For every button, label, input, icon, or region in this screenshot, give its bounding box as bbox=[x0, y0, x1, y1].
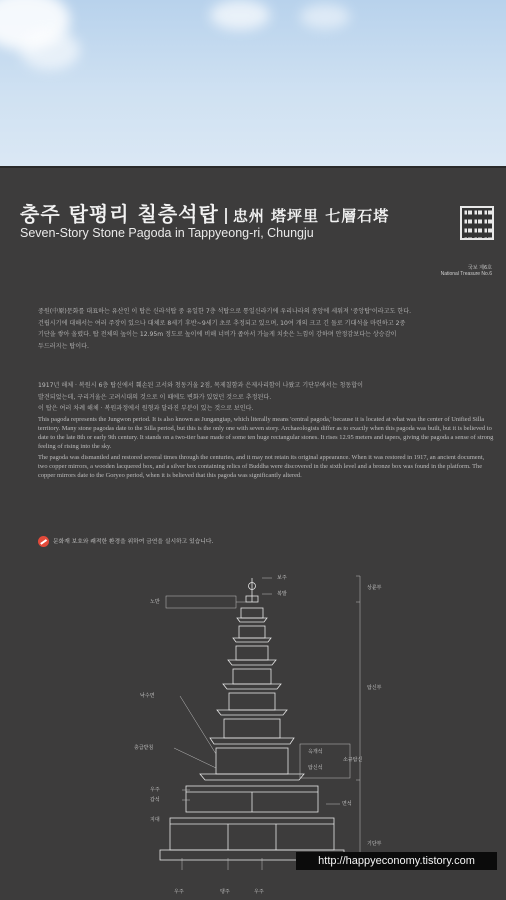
body-5 bbox=[229, 693, 275, 710]
cloud bbox=[20, 30, 80, 70]
treasure-number-korean: 국보 제6호 bbox=[467, 265, 492, 271]
korean-description-paragraph-1 bbox=[38, 306, 494, 352]
qr-code-pattern bbox=[462, 208, 492, 238]
korean-text-line: 기단을 쌓아 올렸다. 탑 전체의 높이는 12.95m 정도로 높이에 비해 너비가 좁아서 가늘게 치솟은 느낌이 강하며 안정감보다는 상승감이 bbox=[38, 331, 397, 338]
title-separator bbox=[225, 208, 227, 224]
cloud bbox=[210, 0, 270, 30]
label-na-su-gyeon: 낙수면 bbox=[140, 693, 155, 699]
cloud bbox=[300, 4, 350, 29]
label-gidanbu: 기단부 bbox=[367, 841, 382, 847]
qr-code bbox=[460, 206, 494, 240]
label-bo-ju: 보주 bbox=[277, 575, 287, 581]
english-description-paragraph-2: The pagoda was dismantled and restored several times through the centuries, and it may not retain its original appearance. When it was restored in 1917, an ancient document, two copper mirrors, a wooden lacquered box, and a silver box containing relics of Buddha were discovered in the sixth level and a bronze box was found in the platform. The copper mirrors date to the Goryeo period, when it is believed that this pagoda was significantly altered. bbox=[38, 454, 485, 479]
label-sangryunbu: 상륜부 bbox=[367, 585, 382, 591]
english-description-paragraph-1: This pagoda represents the Jungwon period. It is also known as Jungangtap, which literally means 'central pagoda,' because it is located at what was the center of Unified Silla territory. Many stone pagodas date to the Silla period, but this is the only one with seven story. Archaeologists differ as to exactly when this pagoda was built, but it is believed to date to the late 8th or early 9th century. It stands on a two-tier base made of some ten huge rectangular stones. It rises 12.95 meters and tapers, giving the pagoda a sense of strong feeling of rising into the sky. bbox=[38, 416, 494, 450]
roof-4 bbox=[223, 684, 281, 689]
korean-text-line: 이 탑은 여러 차례 해체 · 복원과정에서 원형과 달라진 부분이 있는 것으로 보인다. bbox=[38, 405, 254, 412]
roof-2 bbox=[233, 638, 271, 642]
label-chunggeo-batchim: 층급받침 bbox=[134, 745, 154, 751]
sign-title-english: Seven-Story Stone Pagoda in Tappyeong-ri, Chungju bbox=[20, 226, 314, 240]
information-sign-board bbox=[0, 166, 506, 900]
label-ok-se: 옥개석 bbox=[308, 749, 323, 755]
roof-label-box bbox=[166, 596, 236, 608]
body-1 bbox=[241, 608, 263, 618]
label-bottom-tang-ju: 탱주 bbox=[220, 889, 230, 895]
korean-text-line: 건립시기에 대해서는 여러 주장이 있으나 대체로 8세기 후반~9세기 초로 추정되고 있으며, 10여 개의 크고 긴 돌로 기대석을 마련하고 2중 bbox=[38, 319, 406, 327]
korean-text-line: 두드러지는 탑이다. bbox=[38, 342, 89, 350]
pagoda-diagram bbox=[0, 568, 506, 900]
label-sokyu-tapsin: 소규탑신 bbox=[343, 757, 363, 763]
title-korean-text: 충주 탑평리 칠층석탑 bbox=[20, 202, 219, 226]
korean-text-line: 발견되었는데, 구리거울은 고려시대의 것으로 이 때에도 변화가 있었던 것으로 추정된다. bbox=[38, 393, 272, 401]
label-bottom-u-ju-2: 우주 bbox=[254, 889, 264, 895]
body-2 bbox=[239, 626, 265, 638]
label-tap-sin: 탑신석 bbox=[308, 765, 323, 771]
body-4 bbox=[233, 669, 271, 684]
watermark-url: http://happyeconomy.tistory.com bbox=[296, 852, 497, 870]
pagoda-line-drawing bbox=[0, 568, 506, 900]
korean-text-line: 1917년 해체 · 복원시 6층 탑신에서 훼손된 고서와 청동거울 2점, 목제칠함과 은제사리함이 나왔고 기단부에서는 청동합이 bbox=[38, 382, 364, 389]
label-no-ban: 노반 bbox=[150, 599, 160, 605]
no-smoking-icon bbox=[38, 536, 49, 547]
roof-5 bbox=[217, 710, 287, 715]
korean-description-paragraph-2 bbox=[38, 380, 494, 415]
label-gap-seok: 갑석 bbox=[150, 797, 160, 803]
roof-7 bbox=[200, 774, 304, 780]
label-myeon-seok: 면석 bbox=[342, 801, 352, 807]
body-3 bbox=[236, 646, 268, 660]
roof-6 bbox=[210, 738, 294, 744]
sky-background bbox=[0, 0, 506, 168]
label-bottom-u-ju: 우주 bbox=[174, 889, 184, 895]
roof-3 bbox=[228, 660, 276, 665]
treasure-number-english: National Treasure No.6 bbox=[440, 271, 492, 277]
body-7 bbox=[216, 748, 288, 774]
korean-text-line: 중원(中原)문화를 대표하는 유산인 이 탑은 신라석탑 중 유일한 7층 석탑으로 통일신라기에 우리나라의 중앙에 세워져 '중앙탑'이라고도 한다. bbox=[38, 308, 412, 315]
label-u-ju: 우주 bbox=[150, 787, 160, 793]
label-tapsinbu: 탑신부 bbox=[367, 685, 382, 691]
label-bok-bal: 복발 bbox=[277, 591, 287, 597]
title-hanja-text: 忠州 塔坪里 七層石塔 bbox=[232, 207, 390, 225]
label-ji-dae: 지대 bbox=[150, 817, 160, 823]
roof-1 bbox=[237, 618, 267, 622]
no-smoking-notice-text: 문화재 보호와 쾌적한 환경을 위하여 금연을 실시하고 있습니다. bbox=[53, 539, 214, 545]
lower-base bbox=[170, 818, 334, 850]
sign-title-korean bbox=[20, 198, 389, 227]
body-6 bbox=[224, 719, 280, 738]
no-smoking-notice bbox=[38, 536, 213, 547]
